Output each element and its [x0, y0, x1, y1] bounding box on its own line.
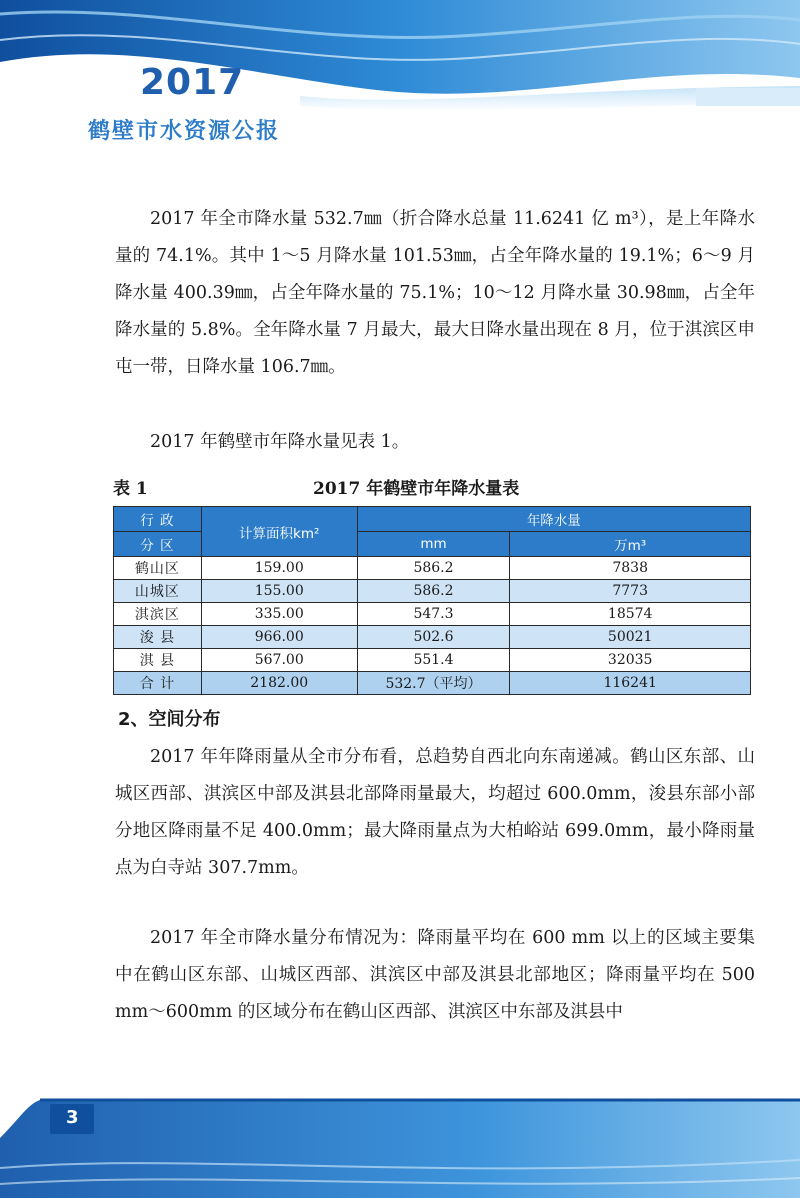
section-heading-spatial-distribution: 2、空间分布 [118, 709, 221, 730]
cell-district: 淇滨区 [114, 603, 202, 626]
cell-district: 浚 县 [114, 626, 202, 649]
cell-mm: 502.6 [357, 626, 510, 649]
cell-volume: 50021 [510, 626, 751, 649]
header-district-line1: 行 政 [114, 507, 202, 532]
footer-wave-graphic [0, 1098, 800, 1198]
table-caption [113, 474, 753, 500]
table-row-total [114, 672, 751, 695]
header-district-line2: 分 区 [114, 532, 202, 557]
table-row [114, 557, 751, 580]
cell-district: 鹤山区 [114, 557, 202, 580]
cell-mm: 586.2 [357, 580, 510, 603]
table-row [114, 603, 751, 626]
footer-banner [0, 1098, 800, 1198]
cell-area: 335.00 [201, 603, 357, 626]
publication-title: 鹤壁市水资源公报 [88, 119, 281, 144]
cell-district: 合 计 [114, 672, 202, 695]
cell-volume: 7838 [510, 557, 751, 580]
header-area: 计算面积km² [201, 507, 357, 557]
cell-district: 淇 县 [114, 649, 202, 672]
cell-area: 155.00 [201, 580, 357, 603]
paragraph-spatial-trend: 2017 年年降雨量从全市分布看，总趋势自西北向东南递减。鹤山区东部、山城区西部、淇滨区中部及淇县北部降雨量最大，均超过 600.0mm，浚县东部小部分地区降雨量不足 400.0mm；最大降雨量点为大柏峪站 699.0mm，最小降雨量点为白寺站 307.7mm。 [115, 747, 755, 878]
cell-volume: 116241 [510, 672, 751, 695]
table-row [114, 580, 751, 603]
header-precipitation: 年降水量 [357, 507, 750, 532]
precipitation-table [113, 506, 751, 695]
report-year: 2017 [140, 62, 245, 103]
cell-district: 山城区 [114, 580, 202, 603]
cell-volume: 7773 [510, 580, 751, 603]
table-row [114, 626, 751, 649]
cell-volume: 32035 [510, 649, 751, 672]
table-number: 表 1 [113, 479, 148, 499]
cell-mm: 551.4 [357, 649, 510, 672]
cell-area: 966.00 [201, 626, 357, 649]
cell-volume: 18574 [510, 603, 751, 626]
table-row [114, 649, 751, 672]
cell-area: 2182.00 [201, 672, 357, 695]
paragraph-annual-precipitation: 2017 年全市降水量 532.7㎜（折合降水总量 11.6241 亿 m³），是上年降水量的 74.1%。其中 1～5 月降水量 101.53㎜，占全年降水量的 19.1%；6～9 月降水量 400.39㎜，占全年降水量的 75.1%；10～12 月降水量 30.98㎜，占全年降水量的 5.8%。全年降水量 7 月最大，最大日降水量出现在 8 月，位于淇滨区申屯一带，日降水量 106.7㎜。 [115, 209, 755, 377]
cell-area: 567.00 [201, 649, 357, 672]
paragraph-distribution-detail: 2017 年全市降水量分布情况为：降雨量平均在 600 mm 以上的区域主要集中在鹤山区东部、山城区西部、淇滨区中部及淇县北部地区；降雨量平均在 500 mm～600mm 的区域分布在鹤山区西部、淇滨区中东部及淇县中 [115, 928, 755, 1022]
cell-mm: 532.7（平均） [357, 672, 510, 695]
page-number: 3 [66, 1107, 79, 1128]
paragraph-table-reference: 2017 年鹤壁市年降水量见表 1。 [150, 432, 410, 452]
table-title: 2017 年鹤壁市年降水量表 [313, 479, 520, 499]
cell-area: 159.00 [201, 557, 357, 580]
header-mm: mm [357, 532, 510, 557]
cell-mm: 586.2 [357, 557, 510, 580]
header-volume: 万m³ [510, 532, 751, 557]
cell-mm: 547.3 [357, 603, 510, 626]
header-banner [0, 0, 800, 150]
